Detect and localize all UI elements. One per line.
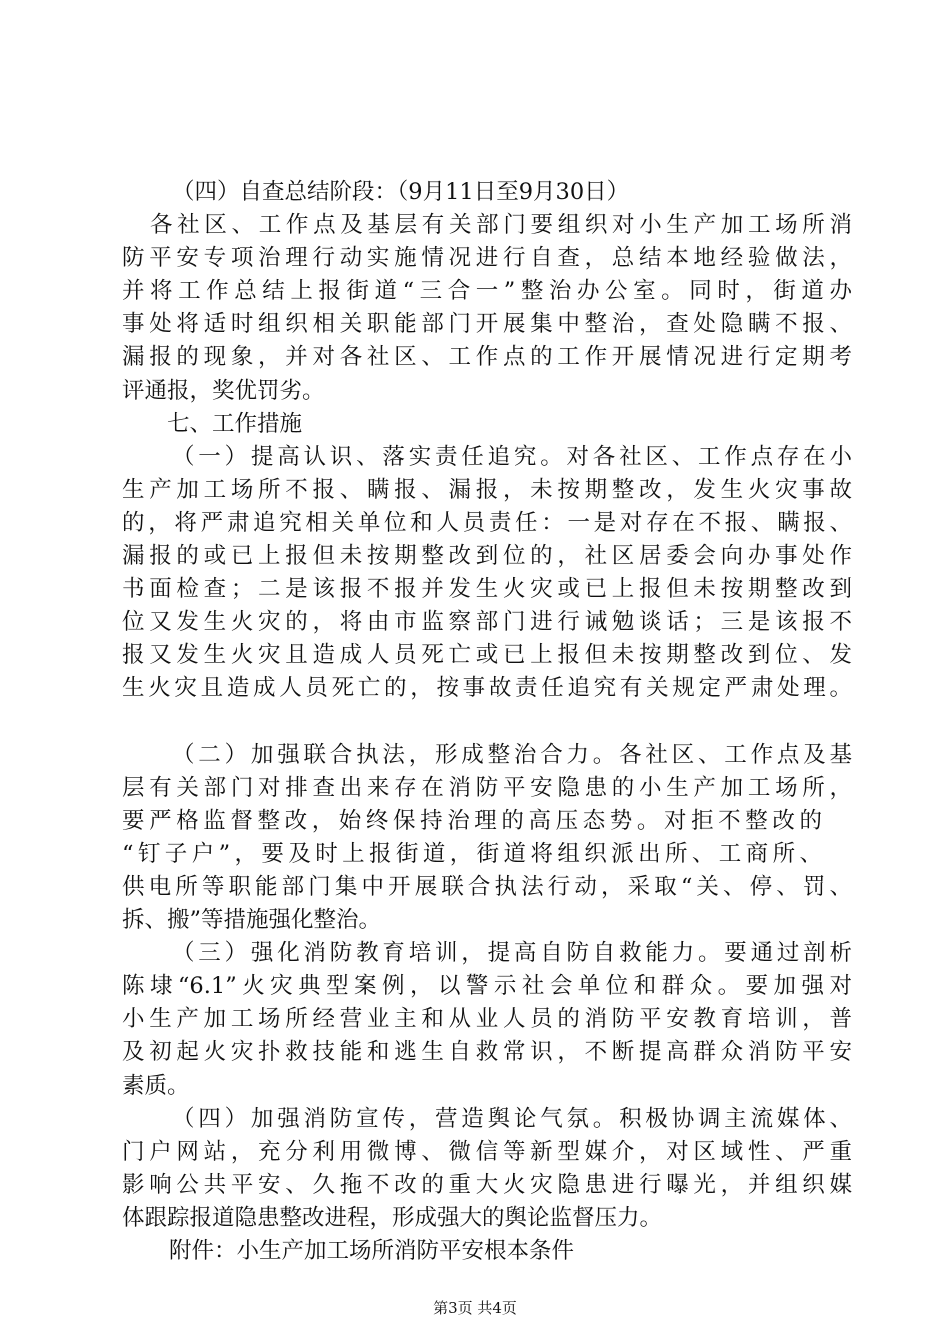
paragraph-line: （二）加强联合执法，形成整治合力。各社区、工作点及基 [172,741,852,768]
attachment-line: 附件：小生产加工场所消防平安根本条件 [169,1238,575,1264]
paragraph-line: 陈埭“6.1”火灾典型案例，以警示社会单位和群众。要加强对 [122,973,852,1000]
paragraph-line: 及初起火灾扑救技能和逃生自救常识，不断提高群众消防平安 [122,1039,852,1066]
blank-line [172,706,852,739]
paragraph-line: 事处将适时组织相关职能部门开展集中整治，查处隐瞒不报、 [122,311,852,338]
paragraph-line: 的，将严肃追究相关单位和人员责任：一是对存在不报、瞒报、 [122,509,852,536]
paragraph-line: “钉子户”，要及时上报街道，街道将组织派出所、工商所、 [122,840,822,867]
paragraph-line: 生火灾且造成人员死亡的，按事故责任追究有关规定严肃处理。 [122,675,852,702]
paragraph-line: （四）加强消防宣传，营造舆论气氛。积极协调主流媒体、 [172,1105,852,1132]
paragraph-line: （三）强化消防教育培训，提高自防自救能力。要通过剖析 [172,940,852,967]
paragraph-line: 防平安专项治理行动实施情况进行自查，总结本地经验做法， [122,245,852,272]
paragraph-line: 拆、搬”等措施强化整治。 [122,907,382,934]
paragraph-line: 位又发生火灾的，将由市监察部门进行诫勉谈话；三是该报不 [122,609,852,636]
paragraph-line: 漏报的或已上报但未按期整改到位的，社区居委会向办事处作 [122,543,852,570]
section-heading-measures: 七、工作措施 [167,410,303,437]
paragraph-line: 层有关部门对排查出来存在消防平安隐患的小生产加工场所， [122,774,852,801]
paragraph-line: 门户网站，充分利用微博、微信等新型媒介，对区域性、严重 [122,1138,852,1165]
paragraph-line: 要严格监督整改，始终保持治理的高压态势。对拒不整改的 [122,807,822,834]
paragraph-line: 并将工作总结上报街道“三合一”整治办公室。同时，街道办 [122,278,852,305]
document-body [122,176,852,1268]
page-footer: 第3页 共4页 [433,1299,517,1317]
paragraph-line: 评通报，奖优罚劣。 [122,377,325,404]
paragraph-line: 影响公共平安、久拖不改的重大火灾隐患进行曝光，并组织媒 [122,1171,852,1198]
paragraph-line: 素质。 [122,1072,190,1099]
section-heading-self-check: （四）自查总结阶段：（9月11日至9月30日） [172,179,630,205]
paragraph-line: 报又发生火灾且造成人员死亡或已上报但未按期整改到位、发 [122,642,852,669]
paragraph-line: 各社区、工作点及基层有关部门要组织对小生产加工场所消 [150,212,852,239]
paragraph-line: 小生产加工场所经营业主和从业人员的消防平安教育培训，普 [122,1006,852,1033]
paragraph-line: 供电所等职能部门集中开展联合执法行动，采取“关、停、罚、 [122,873,852,900]
paragraph-line: 生产加工场所不报、瞒报、漏报，未按期整改，发生火灾事故 [122,476,852,503]
paragraph-line: 书面检查；二是该报不报并发生火灾或已上报但未按期整改到 [122,576,852,603]
paragraph-line: 体跟踪报道隐患整改进程，形成强大的舆论监督压力。 [122,1204,663,1231]
paragraph-line: 漏报的现象，并对各社区、工作点的工作开展情况进行定期考 [122,344,852,371]
paragraph-line: （一）提高认识、落实责任追究。对各社区、工作点存在小 [172,443,852,470]
